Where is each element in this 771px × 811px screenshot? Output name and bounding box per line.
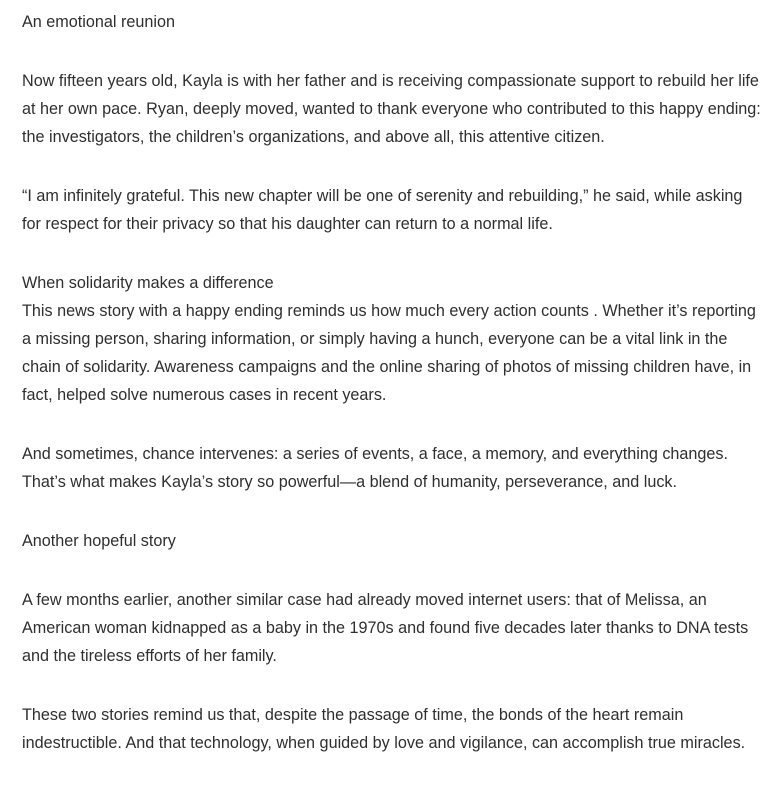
section-heading-solidarity: When solidarity makes a difference bbox=[22, 274, 274, 292]
paragraph-kayla-father: Now fifteen years old, Kayla is with her father and is receiving compassionate support to rebuild her life at her own pace. Ryan, deeply moved, wanted to thank everyone who contributed to this happy ending: the investigators, the children’s organizations, and above all, this attentive citizen. bbox=[22, 72, 761, 146]
paragraph-melissa: A few months earlier, another similar case had already moved internet users: that of Melissa, an American woman kidnapped as a baby in the 1970s and found five decades later thanks to DNA tests and the tireless efforts of her family. bbox=[22, 591, 749, 665]
paragraph-bonds-of-heart: These two stories remind us that, despite the passage of time, the bonds of the heart remain indestructible. And that technology, when guided by love and vigilance, can accomplish true miracles. bbox=[22, 706, 746, 752]
paragraph-news-story: This news story with a happy ending reminds us how much every action counts . Whether it’s reporting a missing person, sharing information, or simply having a hunch, everyone can be a vital link in the chain of solidarity. Awareness campaigns and the online sharing of photos of missing children have, in fact, helped solve numerous cases in recent years. bbox=[22, 302, 756, 404]
article-body bbox=[22, 8, 762, 757]
section-heading-hopeful-story: Another hopeful story bbox=[22, 532, 176, 550]
paragraph-chance: And sometimes, chance intervenes: a series of events, a face, a memory, and everything changes. That’s what makes Kayla’s story so powerful—a blend of humanity, perseverance, and luck. bbox=[22, 445, 729, 491]
section-heading-emotional-reunion: An emotional reunion bbox=[22, 13, 175, 31]
paragraph-ryan-quote: “I am infinitely grateful. This new chapter will be one of serenity and rebuilding,” he said, while asking for respect for their privacy so that his daughter can return to a normal life. bbox=[22, 187, 743, 233]
